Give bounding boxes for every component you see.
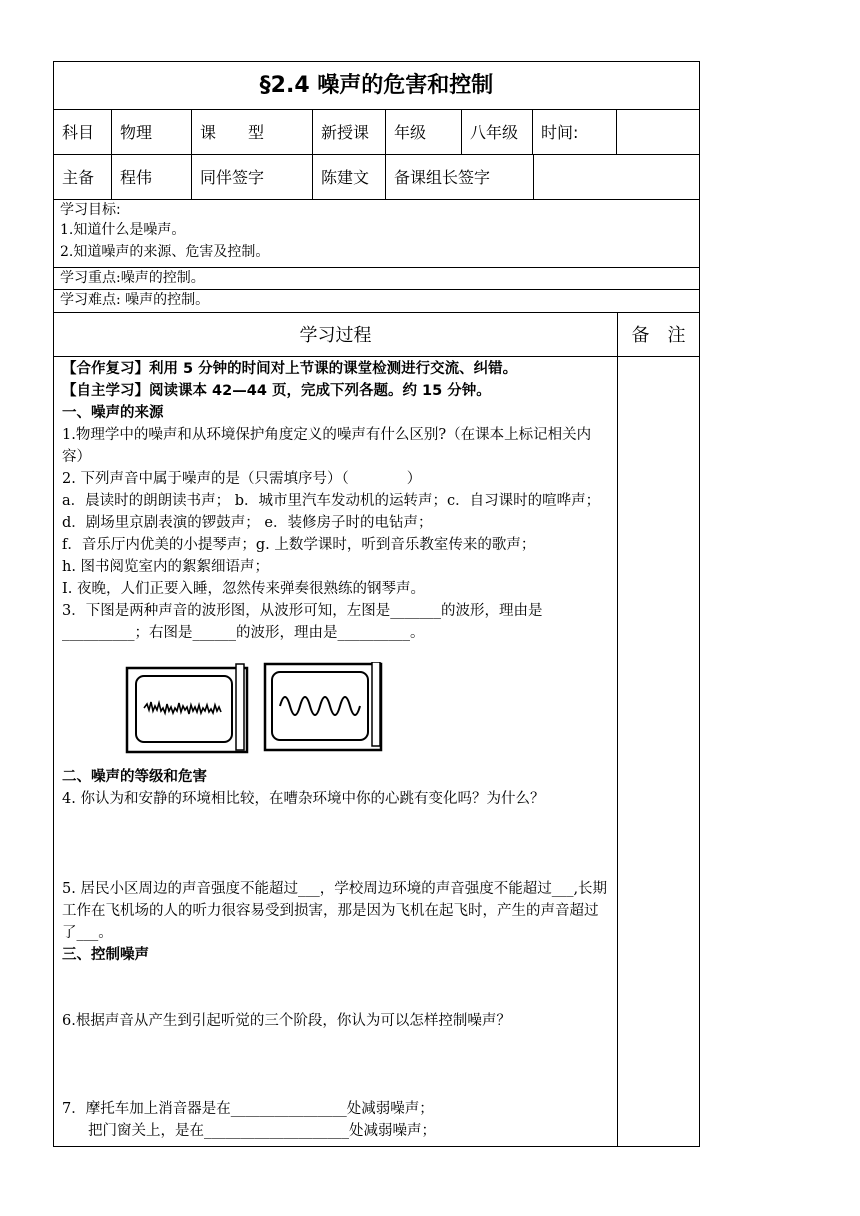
question-1: 1.物理学中的噪声和从环境保护角度定义的噪声有什么区别?（在课本上标记相关内容） bbox=[62, 427, 592, 465]
grade-value: 八年级 bbox=[462, 109, 533, 154]
key-point-text: :噪声的控制。 bbox=[116, 270, 205, 286]
grade-label: 年级 bbox=[386, 109, 462, 154]
key-point-label: 学习重点 bbox=[60, 270, 116, 286]
header-row-1 bbox=[54, 109, 699, 155]
process-header: 学习过程 bbox=[54, 312, 618, 356]
question-2: 2. 下列声音中属于噪声的是（只需填序号）（ ） bbox=[62, 471, 422, 487]
question-7-b: 把门窗关上，是在____________________处减弱噪声； bbox=[88, 1123, 436, 1139]
difficulty-line bbox=[60, 291, 209, 310]
objectives-label: 学习目标: bbox=[60, 202, 121, 218]
class-type-label: 课 型 bbox=[192, 109, 313, 154]
peer-sign-value: 陈建文 bbox=[313, 154, 386, 199]
question-2-option-f: f．音乐厅内优美的小提琴声；g. 上数学课时，听到音乐教室传来的歌声； bbox=[62, 537, 536, 553]
header-row-2 bbox=[54, 154, 699, 200]
difficulty-label: 学习难点 bbox=[60, 292, 116, 308]
objectives-section bbox=[54, 199, 699, 268]
section-heading: 三、控制噪声 bbox=[62, 947, 149, 963]
question-6: 6.根据声音从产生到引起听觉的三个阶段，你认为可以怎样控制噪声？ bbox=[62, 1013, 511, 1029]
question-2-options-a-e: a．晨读时的朗朗读书声； b．城市里汽车发动机的运转声；c．自习课时的喧哗声；d．剧场里京剧表演的锣鼓声； e．装修房子时的电钻声； bbox=[62, 493, 601, 531]
question-5: 5. 居民小区周边的声音强度不能超过___，学校周边环境的声音强度不能超过___,长期工作在飞机场的人的听力很容易受到损害，那是因为飞机在起飞时，产生的声音超过了___。 bbox=[62, 881, 608, 941]
time-value bbox=[617, 109, 699, 154]
question-2-option-i: I. 夜晚，人们正要入睡，忽然传来弹奏很熟练的钢琴声。 bbox=[62, 581, 425, 597]
subject-value: 物理 bbox=[112, 109, 192, 154]
question-7-a: 7．摩托车加上消音器是在________________处减弱噪声； bbox=[62, 1101, 434, 1117]
self-study-label: 【自主学习】 bbox=[62, 383, 149, 399]
lesson-plan-sheet bbox=[53, 61, 700, 1147]
group-leader-sign-value bbox=[534, 154, 699, 199]
time-label: 时间: bbox=[533, 109, 617, 154]
difficulty-text: : 噪声的控制。 bbox=[116, 292, 210, 308]
waveform-figures bbox=[124, 662, 434, 758]
lead-label: 主备 bbox=[54, 154, 112, 199]
objective-item: 1.知道什么是噪声。 bbox=[60, 222, 186, 238]
peer-sign-label: 同伴签字 bbox=[192, 154, 313, 199]
notes-header: 备 注 bbox=[631, 325, 686, 346]
self-study-text: 阅读课本 42—44 页，完成下列各题。约 15 分钟。 bbox=[149, 383, 491, 399]
music-waveform-monitor bbox=[265, 662, 381, 750]
subject-label: 科目 bbox=[54, 109, 112, 154]
objective-item: 2.知道噪声的来源、危害及控制。 bbox=[60, 244, 270, 260]
key-point-line bbox=[60, 269, 205, 288]
section-heading: 二、噪声的等级和危害 bbox=[62, 769, 207, 785]
process-content bbox=[54, 356, 618, 1146]
difficulty-row bbox=[54, 289, 699, 313]
page-title: §2.4 噪声的危害和控制 bbox=[54, 62, 699, 110]
lead-value: 程伟 bbox=[112, 154, 192, 199]
section-heading: 一、噪声的来源 bbox=[62, 405, 164, 421]
question-2-option-h: h. 图书阅览室内的絮絮细语声； bbox=[62, 559, 270, 575]
key-point-row bbox=[54, 267, 699, 290]
review-line bbox=[62, 358, 610, 380]
process-header-row bbox=[54, 312, 699, 357]
self-study-line bbox=[62, 380, 610, 402]
group-leader-sign-label: 备课组长签字 bbox=[386, 154, 534, 199]
review-text: 利用 5 分钟的时间对上节课的课堂检测进行交流、纠错。 bbox=[149, 361, 518, 377]
class-type-value: 新授课 bbox=[313, 109, 386, 154]
review-label: 【合作复习】 bbox=[62, 361, 149, 377]
question-4: 4. 你认为和安静的环境相比较，在嘈杂环境中你的心跳有变化吗？为什么？ bbox=[62, 791, 545, 807]
noise-waveform-monitor bbox=[127, 664, 247, 752]
notes-column bbox=[618, 356, 699, 1146]
question-3: 3．下图是两种声音的波形图，从波形可知，左图是_______的波形，理由是__________；右图是______的波形，理由是__________。 bbox=[62, 603, 543, 641]
